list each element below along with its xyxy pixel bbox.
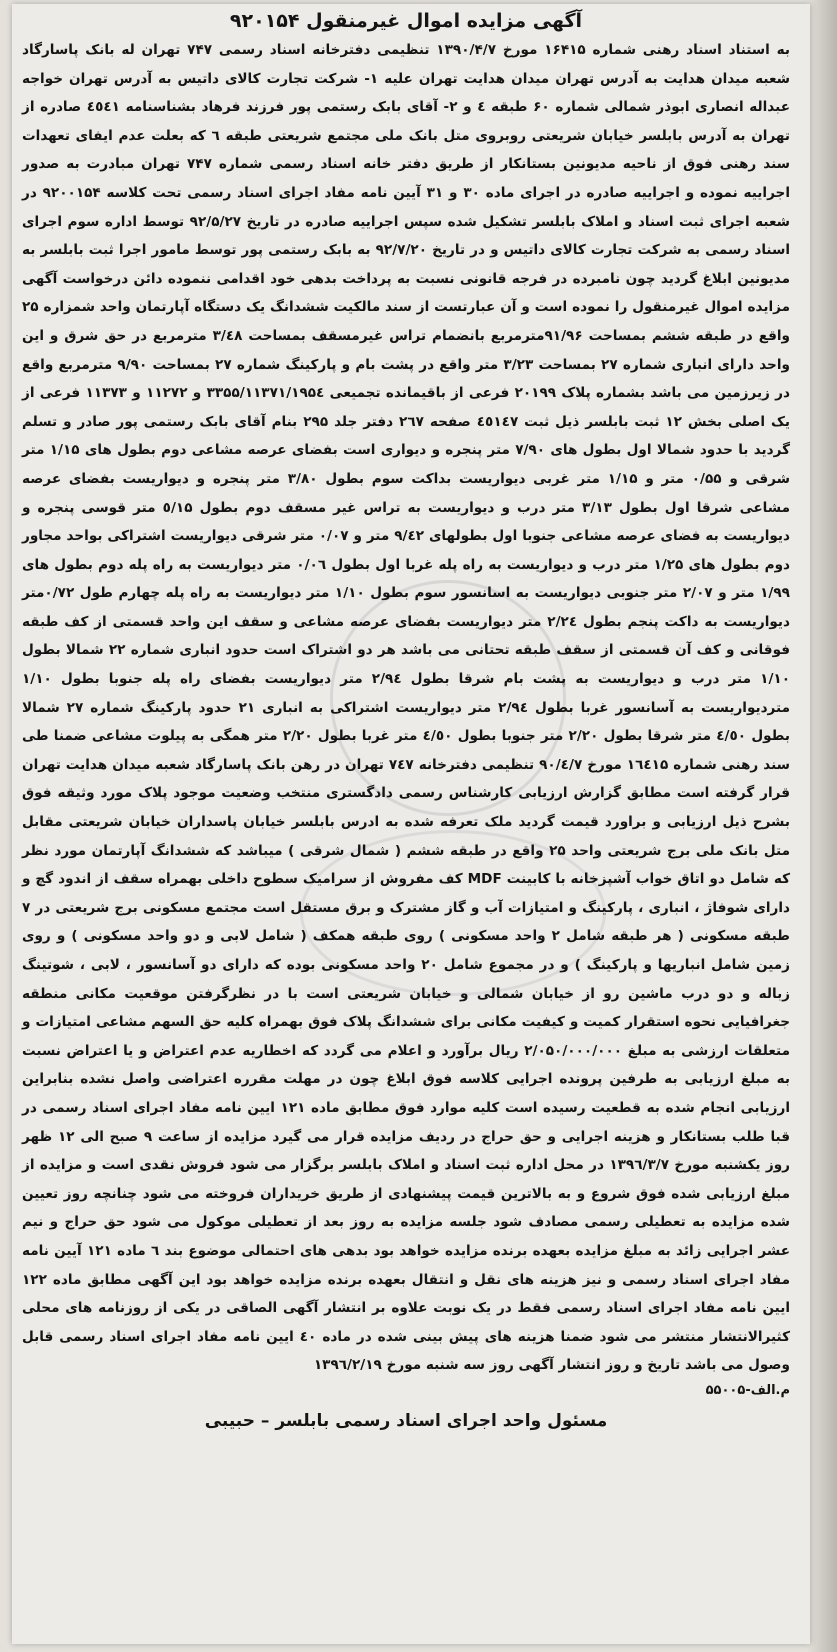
notice-title: آگهی مزایده اموال غیرمنقول ۹۲۰۱۵۴	[229, 10, 583, 32]
paper-fold-shadow	[807, 0, 837, 1652]
notice-body: به استناد اسناد رهنی شماره ۱۶۴۱۵ مورخ ۱۳۹۰/۴/۷ تنظیمی دفترخانه اسناد رسمی ۷۴۷ تهران له بانک پاسارگاد شعبه میدان هدایت به آدرس تهران میدان هدایت تهران علیه ۱- شرکت تجارت کالای داتیس به آدرس تهران خواجه عبداله انصاری ابوذر شمالی شماره ۶۰ طبقه ٤ و ۲- آقای بابک رستمی پور فرزند فرهاد بشناسنامه ٤٥٤١ صادره از تهران به آدرس بابلسر خیابان شریعتی روبروی متل بانک ملی مجتمع شریعتی طبقه ٦ که بعلت عدم ایفای تعهدات سند رهنی فوق از ناحیه مدیونین بستانکار از طریق دفتر خانه اسناد رسمی شماره ۷۴۷ تهران مبادرت به صدور اجراییه نموده و اجراییه صادره در اجرای ماده ۳۰ و ۳۱ آیین نامه مفاد اجرای اسناد رسمی تحت کلاسه ۹۲۰۰۱۵۴ در شعبه اجرای ثبت اسناد و املاک بابلسر تشکیل شده سپس اجراییه صادره در تاریخ ۹۲/۵/۲۷ توسط اداره سوم اجرای اسناد رسمی به شرکت تجارت کالای داتیس و در تاریخ ۹۲/۷/۲۰ به بابک رستمی پور توسط مامور اجرا ثبت بابلسر به مدیونین ابلاغ گردید چون نامبرده در فرجه قانونی نسبت به پرداخت بدهی خود اقدامی ننموده دائن درخواست آگهی مزایده اموال غیرمنقول را نموده است و آن عبارتست از سند مالکیت ششدانگ یک دستگاه آپارتمان واحد شمزاره ۲۵ واقع در طبقه ششم بمساحت ۹۱/۹۶مترمربع بانضمام تراس غیرمسقف بمساحت ۳/٤۸ مترمربع در حق شرق و این واحد دارای انباری شماره ۲۷ بمساحت ۳/۲۳ متر واقع در پشت بام و پارکینگ شماره ۲۷ بمساحت ۹/۹۰ مترمربع واقع در زیرزمین می باشد بشماره پلاک ۲۰۱۹۹ فرعی از باقیمانده تجمیعی ۳۳۵۵/۱۱۳۷۱/۱۹۵٤ و ۱۱۲۷۲ و ۱۱۳۷۳ فرعی از یک اصلی بخش ۱۲ ثبت بابلسر ذیل ثبت ٤٥۱٤۷ صفحه ۲٦۷ دفتر جلد ۲۹۵ بنام آقای بابک رستمی پور صادر و تسلم گردید با حدود شمالا اول بطول های ۷/۹۰ متر پنجره و دیواری است بفضای عرصه مشاعی دوم بطول های ۱/۱۵ متر شرقی و ۰/۵۵ متر و ۱/۱۵ متر غربی دیواریست بداکت سوم بطول ۳/۸۰ متر پنجره و دیواریست بفضای عرصه مشاعی شرقا اول بطول ۳/۱۳ متر درب و دیواریست به تراس غیر مسقف دوم بطول ٥/۱۵ متر قوسی پنجره و دیواریست به فضای عرصه مشاعی جنوبا اول بطولهای ۹/٤۲ متر و ۰/۰۷ متر شرقی دیواریست اشتراکی بواحد مجاور دوم بطول های ۱/۲۵ متر درب و دیواریست به راه پله غربا اول بطول ۰/۰٦ متر دیواریست به راه پله دوم بطول های ۱/۹۹ متر و ۲/۰۷ متر جنوبی دیواریست به اسانسور سوم بطول ۱/۱۰ متر دیواریست به راه پله چهارم طول ۰/۷۲متر دیواریست به داکت پنجم بطول ۲/۲٤ متر دیواریست بفضای عرصه مشاعی و سقف این واحد قسمتی از کف طبقه فوقانی و کف آن قسمتی از سقف طبقه تحتانی می باشد هر دو اشتراک است حدود انباری شماره ۲۲ شمالا بطول ۱/۱۰ متر درب و دیواریست به پشت بام شرقا بطول ۲/۹٤ متر دیواریست بفضای راه پله جنوبا بطول ۱/۱۰ متردیواریست به آسانسور غربا بطول ۲/۹٤ متر دیواریست اشتراکی به انباری ۲۱ حدود پارکینگ شماره ۲۷ شمالا بطول ٤/٥۰ متر شرقا بطول ۲/۲۰ متر جنوبا بطول ٤/٥۰ متر غربا بطول ۲/۲۰ متر همگی به پیلوت مشاعی ضمنا طی سند رهنی شماره ۱٦٤۱۵ مورخ ۹۰/٤/۷ تنظیمی دفترخانه ۷٤۷ تهران در رهن بانک پاسارگاد شعبه میدان هدایت تهران قرار گرفته است مطابق گزارش ارزیابی کارشناس رسمی دادگستری منتخب وضعیت موجود پلاک مورد وثیقه فوق بشرح ذیل ارزیابی و براورد قیمت گردید ملک تعرفه شده به ادرس بابلسر خیابان پاسداران خیابان شریعتی مقابل متل بانک ملی برج شریعتی واحد ۲۵ واقع در طبقه ششم ( شمال شرقی ) میباشد که ششدانگ آپارتمان مورد نظر که شامل دو اتاق خواب آشپزخانه با کابینت MDF کف مفروش از سرامیک سطوح داخلی بهمراه سقف از اندود گچ و دارای شوفاژ ، انباری ، پارکینگ و امتیازات آب و گاز مشترک و برق مستقل است مجتمع مسکونی برج شریعتی در ۷ طبقه مسکونی ( هر طبقه شامل ۲ واحد مسکونی ) روی طبقه همکف ( شامل لابی و دو واحد مسکونی ) و روی زمین شامل انباریها و پارکینگ ) و در مجموع شامل ۲۰ واحد مسکونی بوده که دارای دو آسانسور ، لابی ، شوتینگ زباله و دو درب ماشین رو از خیابان شمالی و خیابان شریعتی است با در نظرگرفتن موقعیت مکانی منطقه جغرافیایی نحوه استقرار کمیت و کیفیت مکانی برای ششدانگ پلاک فوق بهمراه کلیه حق السهم مشاعی امتیازات و متعلقات ارزشی به مبلغ ۲/۰۵۰/۰۰۰/۰۰۰ ریال برآورد و اعلام می گردد که اخطاریه عدم اعتراض و یا اعتراض نسبت به مبلغ ارزیابی به طرفین پرونده اجرایی کلاسه فوق ابلاغ چون در مهلت مقرره اعتراضی واصل نشده بنابراین ارزیابی انجام شده به قطعیت رسیده است کلیه موارد فوق مطابق ماده ۱۲۱ ایین نامه مفاد اجرای اسناد رسمی در قبا طلب بستانکار و هزینه اجرایی و حق حراج در ردیف مزایده قرار می گیرد مزایده از ساعت ۹ صبح الی ۱۲ ظهر روز یکشنبه مورخ ۱۳۹٦/۳/۷ در محل اداره ثبت اسناد و املاک بابلسر برگزار می شود فروش نقدی است و مزایده از مبلغ ارزیابی شده فوق شروع و به بالاترین قیمت پیشنهادی از طریق خریداران فروخته می شود چنانچه روز تعیین شده مزایده به تعطیلی رسمی مصادف شود جلسه مزایده به روز بعد از تعطیلی موکول می شود حق حراج و نیم عشر اجرایی زائد به مبلغ مزایده بعهده برنده مزایده خواهد بود بدهی های احتمالی موضوع بند ٦ ماده ۱۲۱ آیین نامه مفاد اجرای اسناد رسمی و نیز هزینه های نقل و انتقال بعهده برنده مزایده خواهد بود این آگهی مطابق ماده ۱۲۲ ایین نامه مفاد اجرای اسناد رسمی فقط در یک نوبت علاوه بر انتشار آگهی الصاقی در یکی از روزنامه های محلی کثیرالانتشار منتشر می شود ضمنا هزینه های پیش بینی شده در ماده ٤۰ ایین نامه مفاد اجرای اسناد رسمی قابل وصول می باشد تاریخ و روز انتشار آگهی روز سه شنبه مورخ ۱۳۹٦/۲/۱۹	[22, 42, 791, 1374]
signature-line: مسئول واحد اجرای اسناد رسمی بابلسر – حبیبی	[204, 1410, 608, 1431]
reference-code: م.الف-۵۵۰۰۵	[705, 1382, 790, 1398]
auction-notice	[22, 8, 790, 1628]
